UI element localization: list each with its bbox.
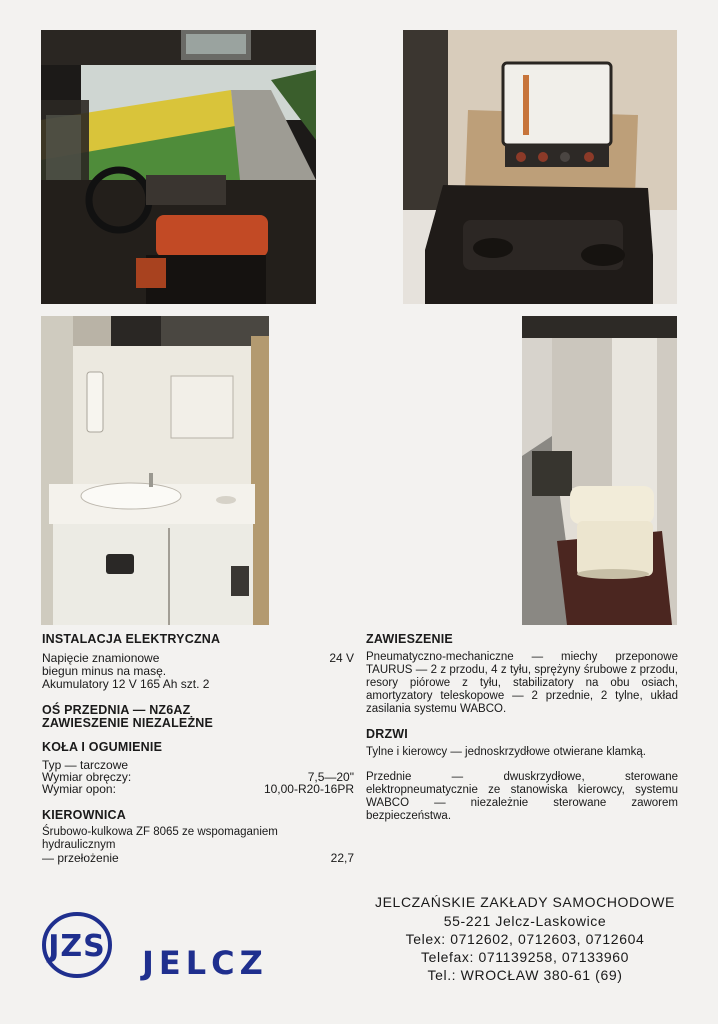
battery-row [42, 678, 209, 691]
company-address: 55-221 Jelcz-Laskowice [443, 913, 607, 929]
company-telex: Telex: 0712602, 0712603, 0712604 [405, 931, 645, 947]
company-telefax: Telefax: 071139258, 07133960 [420, 949, 630, 965]
wheels-title: KOŁA I OGUMIENIE [42, 740, 163, 754]
brand-name: JELCZ [142, 944, 268, 982]
suspension-title: ZAWIESZENIE [366, 632, 453, 646]
suspension-text: Pneumatyczno-mechaniczne — miechy przeponowe TAURUS — 2 z przodu, 4 z tyłu, sprężyny śrubowe z przodu, resory piórowe z tyłu, stabilizatory na obu osiach, amortyzatory teleskopowe — 2 przednie, 2 tylne, układ zasilania systemu WABCO. [366, 651, 678, 715]
doors-front-text: Przednie — dwuskrzydłowe, sterowane elektropneumatycznie ze stanowiska kierowcy, systemu WABCO — niezależnie sterowane zaworem bezpieczeństwa. [366, 771, 678, 822]
ratio-label: — przełożenie [42, 851, 119, 865]
ratio-row [42, 852, 354, 865]
water-heater-unit-photo [403, 30, 677, 304]
ratio-value: 22,7 [330, 851, 354, 865]
tyre-value: 10,00-R20-16PR [263, 782, 354, 796]
jzs-logo-icon [42, 912, 112, 978]
doors-title: DRZWI [366, 727, 408, 741]
tyre-label: Wymiar opon: [42, 782, 116, 796]
driver-cockpit-photo [41, 30, 316, 304]
tyre-row [42, 783, 354, 796]
axle-title-line1: OŚ PRZEDNIA — NZ6AZ [42, 703, 191, 717]
svg-text:JZS: JZS [48, 929, 106, 964]
axle-title-line2: ZAWIESZENIE NIEZALEŻNE [42, 716, 214, 730]
minus-text: biegun minus na masę. [42, 664, 167, 678]
voltage-value: 24 V [329, 651, 354, 665]
electrical-title: INSTALACJA ELEKTRYCZNA [42, 632, 221, 646]
steering-desc: Śrubowo-kulkowa ZF 8065 ze wspomaganiem hydraulicznym [42, 826, 278, 851]
company-tel: Tel.: WROCŁAW 380-61 (69) [427, 967, 623, 983]
toilet-cabin-photo [522, 316, 677, 625]
voltage-label: Napięcie znamionowe [42, 651, 160, 665]
rim-label: Wymiar obręczy: [42, 770, 132, 784]
company-name: JELCZAŃSKIE ZAKŁADY SAMOCHODOWE [375, 894, 675, 910]
rim-value: 7,5—20" [307, 770, 354, 784]
doors-rear-text: Tylne i kierowcy — jednoskrzydłowe otwierane klamką. [366, 746, 646, 758]
steering-title: KIEROWNICA [42, 808, 126, 822]
wheel-type-text: Typ — tarczowe [42, 758, 129, 772]
battery-text: Akumulatory 12 V 165 Ah szt. 2 [42, 677, 210, 691]
washbasin-cabinet-photo [41, 316, 269, 625]
